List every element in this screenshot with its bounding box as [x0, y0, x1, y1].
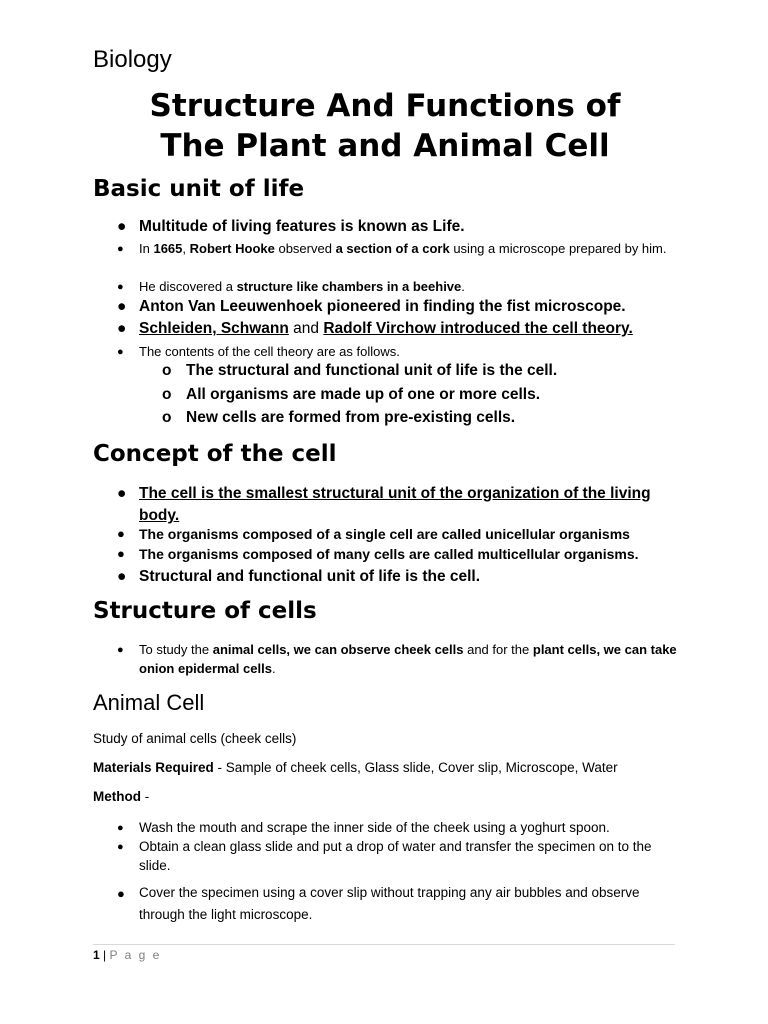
subject-label: Biology	[93, 46, 172, 73]
bullet-icon: ●	[117, 346, 124, 358]
list-item: ● Obtain a clean glass slide and put a drop of water and transfer the specimen on to the slide.	[117, 839, 652, 873]
list-item: ● Schleiden, Schwann and Radolf Virchow introduced the cell theory.	[117, 320, 633, 337]
heading-concept-of-cell: Concept of the cell	[93, 441, 337, 467]
bullet-icon: ●	[117, 320, 127, 337]
materials-line: Materials Required - Sample of cheek cells, Glass slide, Cover slip, Microscope, Water	[93, 760, 618, 775]
list-item: ● Cover the specimen using a cover slip without trapping any air bubbles and observe through the light microscope.	[117, 885, 640, 922]
list-item: ● To study the animal cells, we can observe cheek cells and for the plant cells, we can take onion epidermal cells.	[117, 642, 677, 676]
list-item: ● The organisms composed of many cells are called multicellular organisms.	[117, 546, 639, 562]
bullet-icon: ●	[117, 841, 124, 853]
sub-list-item: o All organisms are made up of one or more cells.	[162, 386, 541, 403]
sub-list-item: o The structural and functional unit of life is the cell.	[162, 362, 558, 379]
bullet-icon: ●	[117, 822, 124, 834]
list-item: ● He discovered a structure like chambers in a beehive.	[139, 277, 679, 296]
heading-basic-unit: Basic unit of life	[93, 176, 305, 202]
sub-bullet-marker: o	[162, 362, 172, 379]
bullet-icon: ●	[117, 218, 127, 235]
bullet-icon: ●	[117, 546, 125, 561]
footer-divider	[93, 944, 675, 945]
list-item: ● The cell is the smallest structural unit of the organization of the living body.	[117, 485, 651, 524]
list-item: ● Wash the mouth and scrape the inner side of the cheek using a yoghurt spoon.	[139, 818, 679, 837]
bullet-icon: ●	[117, 485, 127, 502]
sub-bullet-marker: o	[162, 409, 172, 426]
sub-list-item: o New cells are formed from pre-existing cells.	[162, 409, 516, 426]
bullet-icon: ●	[117, 298, 127, 315]
document-title	[80, 86, 690, 166]
list-item: ● The contents of the cell theory are as follows.	[139, 342, 679, 361]
sub-bullet-marker: o	[162, 386, 172, 403]
bullet-icon: ●	[117, 281, 124, 293]
page-label: P a g e	[109, 948, 162, 962]
list-item: ● Multitude of living features is known as Life.	[117, 218, 465, 235]
bullet-icon: ●	[117, 644, 124, 656]
bullet-icon: ●	[117, 886, 125, 901]
page-footer: 1 | P a g e	[93, 948, 162, 962]
animal-intro: Study of animal cells (cheek cells)	[93, 731, 297, 746]
bullet-icon: ●	[117, 568, 127, 585]
list-item: ● The organisms composed of a single cell are called unicellular organisms	[117, 526, 630, 542]
list-item: ● Anton Van Leeuwenhoek pioneered in finding the fist microscope.	[117, 298, 626, 315]
page-number: 1	[93, 948, 100, 962]
method-line: Method -	[93, 789, 150, 804]
bullet-icon: ●	[117, 526, 125, 541]
heading-animal-cell: Animal Cell	[93, 690, 205, 715]
heading-structure-of-cells: Structure of cells	[93, 598, 317, 624]
title-line-2: The Plant and Animal Cell	[160, 128, 610, 164]
list-item: ● In 1665, Robert Hooke observed a section of a cork using a microscope prepared by him.	[139, 239, 679, 258]
title-line-1: Structure And Functions of	[149, 88, 621, 124]
bullet-icon: ●	[117, 243, 124, 255]
list-item: ● Structural and functional unit of life is the cell.	[117, 568, 481, 585]
